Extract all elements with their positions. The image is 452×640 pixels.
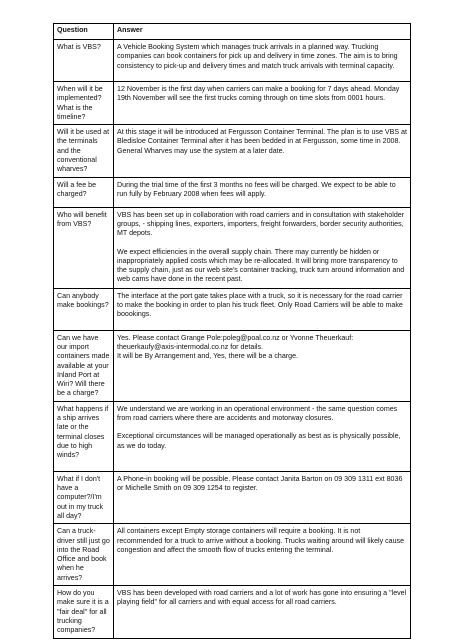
table-row <box>54 177 411 207</box>
answer-cell <box>114 207 411 288</box>
table-row <box>54 330 411 401</box>
table-row <box>54 125 411 177</box>
question-cell: Will it be used at the terminals and the conventional wharves? <box>54 125 114 177</box>
answer-cell <box>114 125 411 177</box>
answer-cell <box>114 471 411 523</box>
answer-cell <box>114 330 411 401</box>
table-header-row <box>54 24 411 40</box>
table-row <box>54 82 411 125</box>
answer-paragraph: A Phone-in booking will be possible. Please contact Janita Barton on 09 309 1311 ext 8036 or Michelle Smith on 09 309 1254 to register. <box>117 474 403 493</box>
question-cell: Can anybody make bookings? <box>54 288 114 330</box>
answer-cell <box>114 524 411 586</box>
answer-cell <box>114 401 411 471</box>
answer-paragraph: We expect efficiencies in the overall supply chain. There may currently be hidden or inappropriately applied costs which may be re-allocated. It will bring more transparency to the supply chain, just as our web site's container tracking, truck turn around information and web cams have done in the recent past. <box>117 247 405 284</box>
question-cell: Can a truck-driver still just go into the Road Office and book when he arrives? <box>54 524 114 586</box>
table-row <box>54 586 411 638</box>
question-cell: Who will benefit from VBS? <box>54 207 114 288</box>
table-row <box>54 207 411 288</box>
header-question: Question <box>54 24 114 40</box>
table-row <box>54 40 411 82</box>
question-cell: How do you make sure it is a "fair deal" for all trucking companies? <box>54 586 114 638</box>
table-row <box>54 401 411 471</box>
answer-paragraph: During the trial time of the first 3 months no fees will be charged. We expect to be able to run fully by February 2008 when fees will apply. <box>117 180 396 198</box>
answer-cell <box>114 586 411 638</box>
answer-cell <box>114 82 411 125</box>
answer-cell <box>114 177 411 207</box>
answer-paragraph: The interface at the port gate takes place with a truck, so it is necessary for the road carrier to make the booking in order to plan his truck fleet. Only Road Carriers will be able to make boookings. <box>117 291 403 319</box>
answer-paragraph: VBS has been set up in collaboration with road carriers and in consultation with stakeholder groups, - shipping lines, exporters, importers, freight forwarders, border security authorities, MT depots. <box>117 210 405 238</box>
question-cell: Will a fee be charged? <box>54 177 114 207</box>
answer-cell <box>114 288 411 330</box>
answer-paragraph: Yes. Please contact Grange Pole:poleg@poal.co.nz or Yvonne Theuerkauf: theuerkaufy@axis-intermodal.co.nz for details. It will be By Arrangement and, Yes, there will be a charge. <box>117 333 354 361</box>
answer-paragraph: We understand we are working in an operational environment - the same question comes from road carriers where there are accidents and motorway closures. <box>117 404 398 423</box>
question-cell: When will it be implemented? What is the timeline? <box>54 82 114 125</box>
header-answer: Answer <box>114 24 411 40</box>
question-cell: What is VBS? <box>54 40 114 82</box>
answer-paragraph: A Vehicle Booking System which manages truck arrivals in a planned way. Trucking companies can book containers for pick up and delivery in time zones. The aim is to bring consistency to pick-up and delivery times and match truck arrivals with terminal capacity. <box>117 43 398 70</box>
table-row <box>54 288 411 330</box>
faq-table <box>53 23 411 639</box>
answer-cell <box>114 40 411 82</box>
answer-paragraph: VBS has been developed with road carriers and a lot of work has gone into ensuring a "level playing field" for all carriers and with equal access for all road carriers. <box>117 589 407 607</box>
question-cell: What happens if a ship arrives late or the terminal closes due to high winds? <box>54 401 114 471</box>
table-row <box>54 524 411 586</box>
answer-paragraph: 12 November is the first day when carriers can make a booking for 7 days ahead. Monday 19th November will see the first trucks coming through on time slots from 0001 hours. <box>117 85 400 103</box>
faq-table-body <box>54 24 411 639</box>
answer-paragraph: All containers except Empty storage containers will require a booking. It is not recommended for a truck to arrive without a booking. Trucks waiting around will likely cause congestion and affect the smooth flow of trucks entering the terminal. <box>117 527 405 554</box>
question-cell: Can we have our import containers made available at your Inland Port at Wiri? Will there be a charge? <box>54 330 114 401</box>
answer-paragraph: Exceptional circumstances will be managed operationally as best as is physically possible, as we do today. <box>117 432 401 450</box>
question-cell: What if I don't have a computer?/I'm out in my truck all day? <box>54 471 114 523</box>
table-row <box>54 471 411 523</box>
answer-paragraph: At this stage it will be introduced at Fergusson Container Terminal. The plan is to use VBS at Bledisloe Container Terminal after it has been bedded in at Fergusson, some time in 2008. General Wharves may use the system at a later date. <box>117 128 407 155</box>
